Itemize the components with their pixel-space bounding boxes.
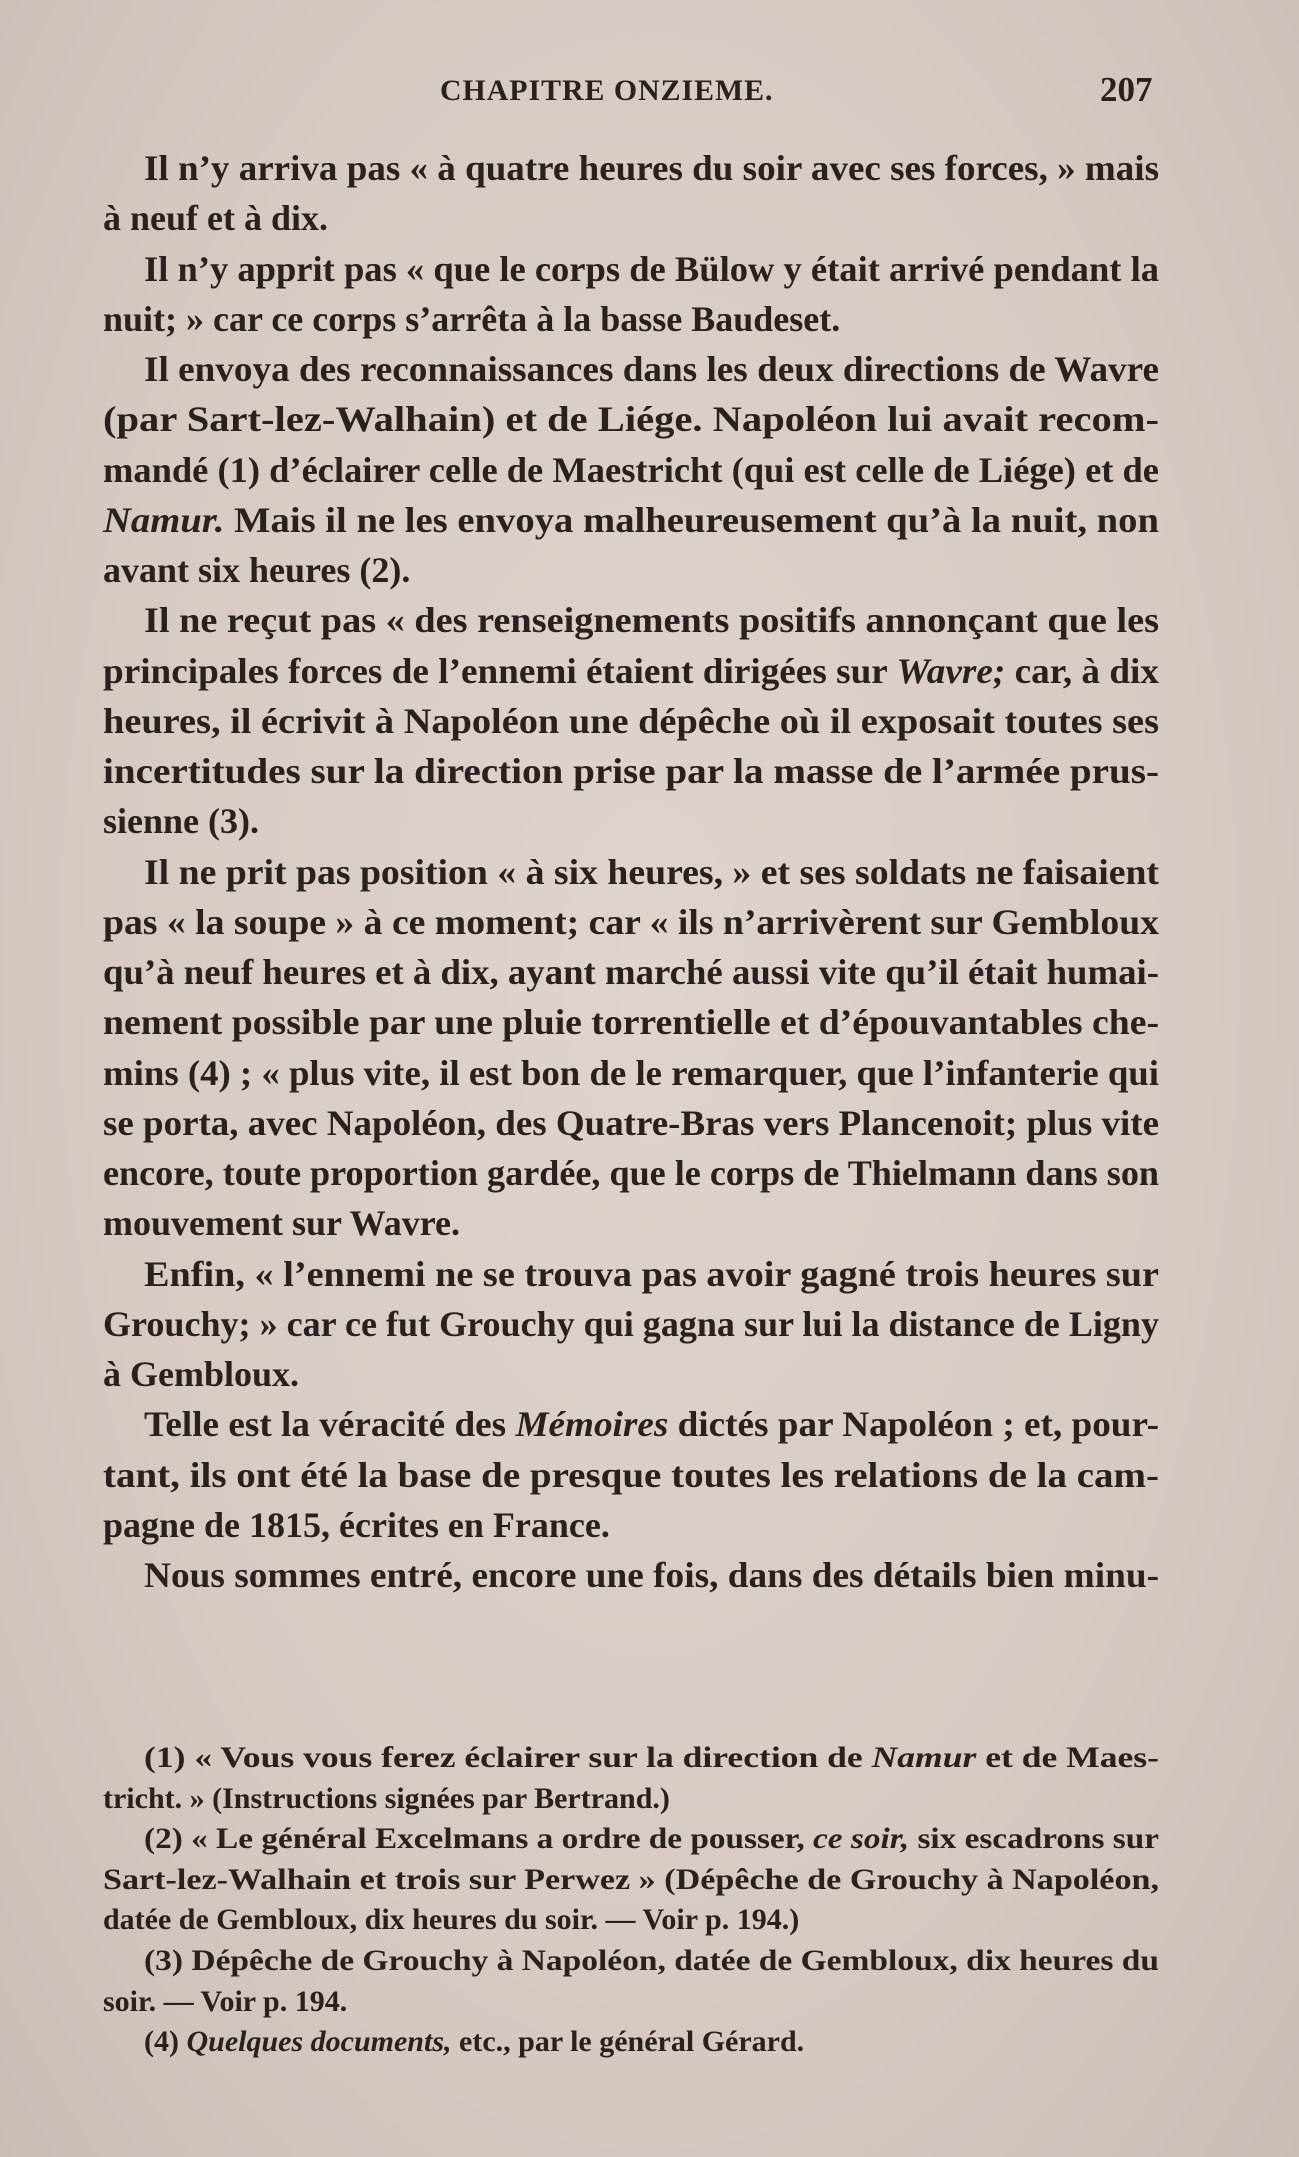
paragraph-line xyxy=(103,997,1159,1047)
paragraph-line xyxy=(103,244,1159,294)
text-run: car, à dix xyxy=(1005,650,1159,691)
text-run: etc., par le général Gérard. xyxy=(451,2025,805,2059)
text-run: (par Sart-lez-Walhain) et de Liége. Napoléon lui avait recom- xyxy=(103,399,1159,440)
footnote-line xyxy=(103,1900,1159,1941)
paragraph-line xyxy=(103,143,1159,193)
paragraph-line xyxy=(103,595,1159,645)
paragraph-line xyxy=(103,294,1159,344)
paragraph-line xyxy=(103,1550,1159,1600)
text-run: Sart-lez-Walhain et trois sur Perwez » (Dépêche de Grouchy à Napoléon, xyxy=(103,1862,1159,1896)
paragraph-line xyxy=(103,1500,1159,1550)
text-run: Grouchy; » car ce fut Grouchy qui gagna sur lui la distance de Ligny xyxy=(103,1303,1159,1344)
italic-text-run: Namur xyxy=(871,1741,977,1774)
paragraph-line xyxy=(103,1249,1159,1299)
paragraph-line xyxy=(103,796,1159,846)
text-run: mouvement sur Wavre. xyxy=(103,1203,460,1244)
paragraph-line xyxy=(103,1450,1159,1500)
page-number: 207 xyxy=(1100,70,1153,109)
footnote-line xyxy=(103,1982,1159,2023)
paragraph-line xyxy=(103,193,1159,243)
italic-text-run: ce soir, xyxy=(813,1822,910,1856)
text-run: Il ne prit pas position « à six heures, » et ses soldats ne faisaient xyxy=(144,851,1159,892)
paragraph-line xyxy=(103,847,1159,897)
text-run: pas « la soupe » à ce moment; car « ils n’arrivèrent sur Gembloux xyxy=(103,901,1159,942)
text-run: principales forces de l’ennemi étaient dirigées sur xyxy=(103,650,897,691)
italic-text-run: Mémoires xyxy=(515,1404,669,1445)
text-run: (4) xyxy=(144,2025,187,2059)
paragraph-line xyxy=(103,646,1159,696)
text-run: (2) « Le général Excelmans a ordre de pousser, xyxy=(144,1822,814,1856)
text-run: dictés par Napoléon ; et, pour- xyxy=(668,1404,1159,1445)
text-run: six escadrons sur xyxy=(909,1822,1159,1856)
paragraph-line xyxy=(103,897,1159,947)
text-run: encore, toute proportion gardée, que le corps de Thielmann dans son xyxy=(103,1153,1159,1193)
text-run: Nous sommes entré, encore une fois, dans des détails bien minu- xyxy=(144,1555,1159,1595)
italic-text-run: Quelques documents, xyxy=(186,2025,452,2059)
paragraph-line xyxy=(103,1098,1159,1148)
text-run: Mais il ne les envoya malheureusement qu’à la nuit, non xyxy=(224,499,1160,540)
text-run: se porta, avec Napoléon, des Quatre-Bras vers Plancenoit; plus vite xyxy=(103,1102,1159,1143)
footnote-line xyxy=(103,1738,1159,1779)
text-run: soir. — Voir p. 194. xyxy=(103,1984,348,2018)
paragraph-line xyxy=(103,1299,1159,1349)
paragraph-line xyxy=(103,394,1159,444)
text-run: qu’à neuf heures et à dix, ayant marché aussi vite qu’il était humai- xyxy=(103,952,1159,992)
paragraph-line xyxy=(103,696,1159,746)
footnote-line xyxy=(103,1779,1159,1820)
footnote-line xyxy=(103,1819,1159,1860)
text-run: pagne de 1815, écrites en France. xyxy=(103,1504,610,1545)
text-run: à neuf et à dix. xyxy=(103,198,328,239)
paragraph-line xyxy=(103,1399,1159,1449)
paragraph-line xyxy=(103,1349,1159,1399)
footnotes xyxy=(103,1738,1159,2063)
text-run: Il n’y arriva pas « à quatre heures du soir avec ses forces, » mais xyxy=(144,148,1159,188)
paragraph-line xyxy=(103,947,1159,997)
paragraph-line xyxy=(103,445,1159,495)
text-run: Telle est la véracité des xyxy=(144,1404,516,1445)
text-run: à Gembloux. xyxy=(103,1354,300,1394)
paragraph-line xyxy=(103,1198,1159,1248)
text-run: heures, il écrivit à Napoléon une dépêche où il exposait toutes ses xyxy=(103,700,1159,741)
italic-text-run: Wavre; xyxy=(896,650,1006,691)
paragraph-line xyxy=(103,545,1159,595)
text-run: Il envoya des reconnaissances dans les deux directions de Wavre xyxy=(144,349,1159,389)
text-run: Il n’y apprit pas « que le corps de Bülow y était arrivé pendant la xyxy=(144,248,1159,289)
footnote-line xyxy=(103,1860,1159,1901)
running-title: CHAPITRE ONZIEME. xyxy=(440,74,774,107)
footnote-line xyxy=(103,2022,1159,2063)
text-run: Il ne reçut pas « des renseignements positifs annonçant que les xyxy=(144,600,1159,641)
italic-text-run: Namur. xyxy=(103,499,225,540)
text-run: tricht. » (Instructions signées par Bertrand.) xyxy=(103,1781,670,1815)
text-run: incertitudes sur la direction prise par la masse de l’armée prus- xyxy=(103,751,1159,791)
footnote-line xyxy=(103,1941,1159,1982)
text-run: (1) « Vous vous ferez éclairer sur la direction de xyxy=(144,1741,872,1774)
text-run: nement possible par une pluie torrentielle et d’épouvantables che- xyxy=(103,1002,1159,1043)
text-run: nuit; » car ce corps s’arrêta à la basse Baudeset. xyxy=(103,298,841,339)
text-run: sienne (3). xyxy=(103,801,259,842)
text-run: avant six heures (2). xyxy=(103,550,411,590)
paragraph-line xyxy=(103,344,1159,394)
text-run: et de Maes- xyxy=(976,1741,1159,1774)
paragraph-line xyxy=(103,746,1159,796)
text-run: Enfin, « l’ennemi ne se trouva pas avoir gagné trois heures sur xyxy=(144,1253,1159,1294)
paragraph-line xyxy=(103,1148,1159,1198)
text-run: datée de Gembloux, dix heures du soir. — Voir p. 194.) xyxy=(103,1903,800,1937)
body-text xyxy=(103,143,1159,1600)
paragraph-line xyxy=(103,1048,1159,1098)
text-run: mins (4) ; « plus vite, il est bon de le remarquer, que l’infanterie qui xyxy=(103,1052,1159,1093)
text-run: tant, ils ont été la base de presque toutes les relations de la cam- xyxy=(103,1454,1159,1495)
paragraph-line xyxy=(103,495,1159,545)
text-run: (3) Dépêche de Grouchy à Napoléon, datée de Gembloux, dix heures du xyxy=(144,1943,1159,1977)
text-run: mandé (1) d’éclairer celle de Maestricht (qui est celle de Liége) et de xyxy=(103,449,1159,490)
